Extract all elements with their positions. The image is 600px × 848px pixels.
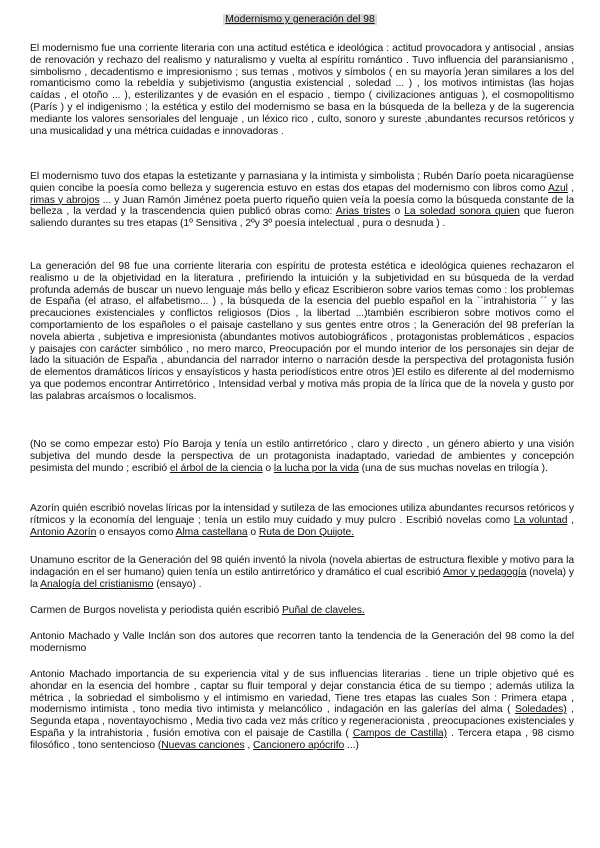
text-run: Azorín quién escribió novelas líricas por la intensidad y sutileza de las emociones utiliza abundantes recursos retóricos y rítmicos y la economía del lenguaje ; tenía un estilo muy cuidado y muy pulcro . Escribió novelas como	[30, 503, 574, 526]
text-run: ... y Juan Ramón Jiménez poeta puerto riqueño quien veía la poesía como la búsqueda constante de la belleza , la verdad y la trascendencia quien publicó obras como:	[30, 194, 574, 218]
paragraph-pio-baroja	[30, 439, 574, 474]
underlined-title: Analogía del cristianismo	[40, 578, 154, 590]
text-run: El modernismo tuvo dos etapas la estetizante y parnasiana y la intimista y simbolista ; Rubén Darío poeta nicaragüense quien concibe la poesía como belleza y sugerencia estuvo en estas dos etapas del modernismo con libros como	[30, 171, 574, 194]
text-run: La generación del 98 fue una corriente literaria con espíritu de protesta estética e ideológica quienes rechazaron el realismo u de la objetividad en la literatura , prefiriendo la intuición y la subjetividad en su búsqueda de la verdad profunda además de buscar un nuevo lenguaje más bello y eficaz Escribieron sobre varios temas como : los problemas de España (el atraso, el alfabetismo... ) , la búsqueda de la esencia del pueblo español en la ``intrahistoria ´´ y las precauciones existenciales y conflictos religiosos (Dios , la libertad ...)también escribieron sobre motivos como el comportamiento de los españoles o el paisaje castellano y sus gentes entre otros ; la Generación del 98 preferían la novela abierta , subjetiva e impresionista (abundantes motivos autobiográficos , protagonistas problemáticos , espacios y paisajes con carácter simbólico , no mero marco, Preocupación por el mundo interior de los personajes sin dejar de lado la situación de España , abundancia del narrador interno o narración desde la perspectiva del protagonista fusión de elementos dramáticos líricos y ensayísticos y hasta periodísticos entre otros )El estilo es diferente al del modernismo ya que podemos encontrar Antirretórico , Intensidad verbal y motiva más propia de la lírica que de la novela y gusto por las palabras arcaísmos o localismos.	[30, 261, 574, 402]
text-run: o	[390, 206, 405, 218]
underlined-title: rimas y abrojos	[30, 194, 100, 206]
paragraph-generacion-98	[30, 261, 574, 403]
paragraph-antonio-machado	[30, 669, 574, 752]
text-run: (No se como empezar esto) Pío Baroja y tenía un estilo antirretórico , claro y directo , un género abierto y una visión subjetiva del mundo desde la perspectiva de un protagonista inadaptado, variedad de ambientes y concepción pesimista del mundo ; escribió	[30, 439, 574, 474]
underlined-title: Arias tristes	[335, 206, 391, 218]
underlined-title: Alma castellana	[175, 526, 248, 538]
underlined-title: Campos de Castilla)	[352, 727, 447, 739]
text-run: . Tercera etapa , 98 cismo filosófico , tono sentencioso (	[30, 727, 575, 751]
underlined-title: la lucha por la vida	[273, 462, 359, 474]
text-run: ...)	[344, 739, 359, 751]
text-run: Unamuno escritor de la Generación del 98 quién inventó la nivola (novela abiertas de estructura flexible y motivo para la indagación en el ser humano) quien tenía un estilo antirretórico y dramático el cual escribió	[30, 555, 574, 578]
text-run: (ensayo) .	[153, 578, 202, 590]
text-run: (novela) y la	[30, 566, 574, 590]
underlined-title: el árbol de la ciencia	[169, 462, 263, 474]
underlined-title: Puñal de claveles.	[281, 605, 365, 616]
text-run: o ensayos como	[96, 526, 176, 538]
text-run: Antonio Machado y Valle Inclán son dos autores que recorren tanto la tendencia de la Generación del 98 como la del modernismo	[30, 631, 574, 654]
underlined-title: Ruta de Don Quijote.	[258, 526, 355, 538]
underlined-title: Soledades)	[515, 704, 567, 716]
text-run: ,	[567, 514, 574, 526]
text-run: o	[262, 462, 274, 474]
text-run: o	[247, 526, 259, 538]
text-run: Carmen de Burgos novelista y periodista quién escribió	[30, 605, 282, 616]
paragraph-unamuno	[30, 555, 574, 590]
underlined-title: La voluntad	[513, 514, 568, 526]
text-run: Antonio Machado importancia de su experiencia vital y de sus influencias literarias . tiene un triple objetivo qué es ahondar en la esencia del hombre , captar su fluir temporal y dejar constancia ética de su tiempo ; además utiliza la métrica , la sobriedad el simbolismo y el intimismo en variedad, Tiene tres etapas las cuales Son : Primera etapa , modernismo intimista , tono media tivo intimista y melancólico , indagación en las galerías del alma (	[30, 669, 574, 716]
text-run: ,	[244, 739, 254, 751]
title-text: Modernismo y generación del 98	[225, 14, 375, 25]
underlined-title: La soledad sonora quien	[404, 206, 520, 218]
underlined-title: Amor y pedagogía	[443, 566, 527, 578]
text-run: , Segunda etapa , noventayochismo , Media tivo cada vez más crítico y regeneracionista , preocupaciones existenciales y España y la intrahistoria , fusión emotiva con el paisaje de Castilla (	[30, 704, 574, 739]
underlined-title: Nuevas canciones	[161, 739, 245, 751]
underlined-title: Azul	[548, 182, 568, 194]
paragraph-modernismo-intro	[30, 43, 574, 137]
paragraph-azorin	[30, 503, 574, 538]
document-title	[0, 13, 600, 26]
text-run: (una de sus muchas novelas en trilogía ).	[358, 462, 548, 474]
paragraph-machado-valle-inclan	[30, 631, 574, 655]
paragraph-modernismo-etapas	[30, 171, 574, 230]
text-run: ,	[567, 182, 574, 194]
underlined-title: Antonio Azorín	[30, 526, 97, 538]
underlined-title: Cancionero apócrifo	[253, 739, 345, 751]
text-run: El modernismo fue una corriente literaria con una actitud estética e ideológica : actitud provocadora y antisocial , ansias de renovación y rechazo del realismo y naturalismo y vuelta al espíritu romántico . Tuvo influencia del paransianismo , simbolismo , decadentismo e impresionismo ; sus temas , motivos y símbolos ( en su mayoría )eran similares a los del romanticismo como la rebeldía y subjetivismo (angustia existencial , soledad ... ) , los motivos intimistas (las hojas caídas , el otoño ... ), esterilizantes y de evasión en el espacio , tiempo ( civilizaciones antiguas ), el cosmopolitismo (París ) y el indigenismo ; la estética y estilo del modernismo se basa en la búsqueda de la belleza y de la sugerencia mediante los valores sensoriales del lenguaje , un léxico rico , culto, sonoro y sureste ,abundantes recursos retóricos y una musicalidad y una métrica cuidadas e innovadoras .	[30, 43, 574, 137]
paragraph-carmen-de-burgos	[30, 605, 574, 617]
text-run: que fueron saliendo durantes su tres etapas (1º Sensitiva , 2ºy 3º poesía intelectual , pura o desnuda ) .	[30, 206, 574, 230]
